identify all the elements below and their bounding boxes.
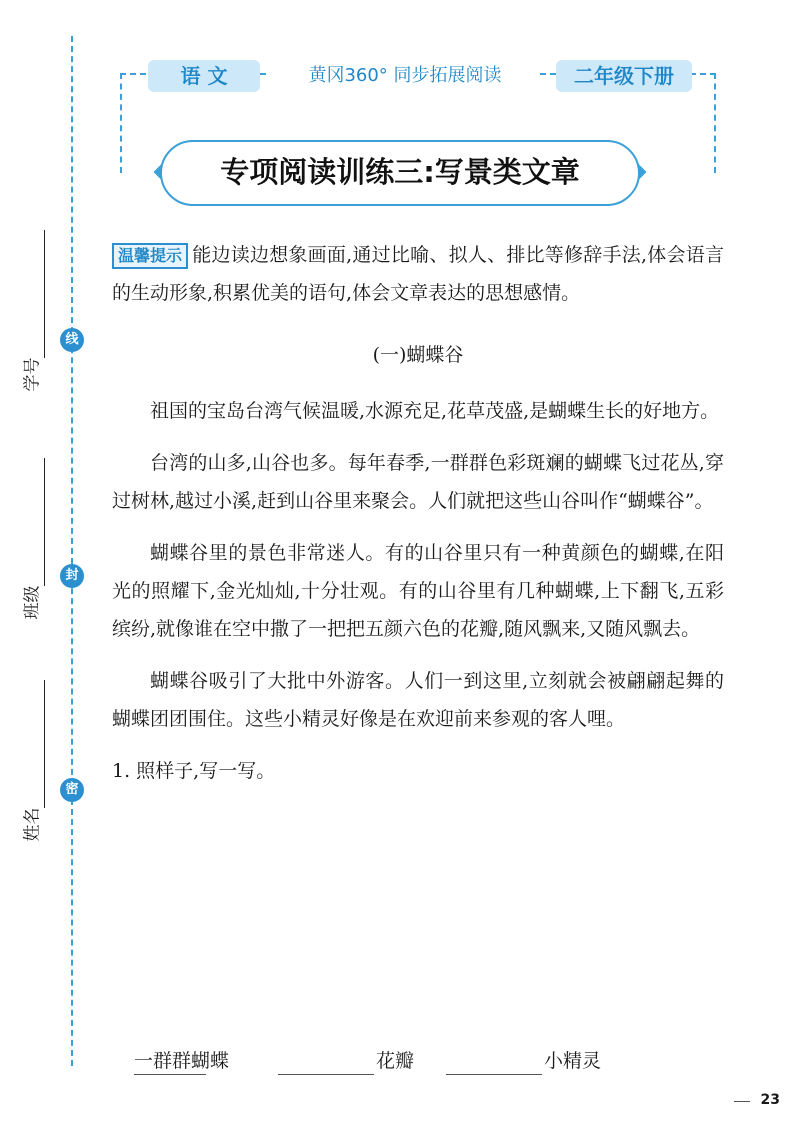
binding-dashed-line — [71, 36, 73, 1066]
hint-tag: 温馨提示 — [112, 243, 188, 269]
class-blank[interactable] — [44, 458, 45, 586]
grade-badge: 二年级下册 — [556, 60, 692, 92]
hint-text: 能边读边想象画面,通过比喻、拟人、排比等修辞手法,体会语言的生动形象,积累优美的语句,体会文章表达的思想感情。 — [112, 244, 724, 304]
page-number-dash — [734, 1101, 750, 1102]
subject-badge: 语 文 — [148, 60, 260, 92]
student-number-field — [10, 230, 50, 400]
class-label: 班级 — [22, 585, 43, 620]
student-number-label: 学号 — [22, 357, 43, 392]
exercise-row — [134, 1046, 694, 1076]
name-field — [10, 680, 50, 850]
question-prompt: 1. 照样子,写一写。 — [112, 760, 276, 782]
phrase-petal: 花瓣 — [376, 1050, 415, 1072]
hint-block — [112, 236, 724, 312]
seal-seal-mark: 封 — [60, 564, 84, 588]
name-label: 姓名 — [22, 807, 43, 842]
series-title: 黄冈360° 同步拓展阅读 — [270, 60, 540, 92]
page-title: 专项阅读训练三:写景类文章 — [160, 140, 640, 206]
article-title: (一)蝴蝶谷 — [372, 344, 464, 366]
example-phrase: 一群群蝴蝶 — [134, 1050, 230, 1072]
paragraph: 蝴蝶谷里的景色非常迷人。有的山谷里只有一种黄颜色的蝴蝶,在阳光的照耀下,金光灿灿,十分壮观。有的山谷里有几种蝴蝶,上下翻飞,五彩缤纷,就像谁在空中撒了一把把五颜六色的花瓣,随风飘来,又随风飘去。 — [112, 542, 724, 640]
page-number: 23 — [760, 1092, 780, 1108]
class-field — [10, 458, 50, 628]
name-blank[interactable] — [44, 680, 45, 808]
phrase-spirit: 小精灵 — [544, 1050, 602, 1072]
seal-secret-mark: 密 — [60, 778, 84, 802]
example-underline — [134, 1074, 206, 1075]
paragraph: 台湾的山多,山谷也多。每年春季,一群群色彩斑斓的蝴蝶飞过花丛,穿过树林,越过小溪,赶到山谷里来聚会。人们就把这些山谷叫作“蝴蝶谷”。 — [112, 452, 724, 512]
seal-line-mark: 线 — [60, 328, 84, 352]
answer-blank-2[interactable] — [446, 1074, 542, 1075]
paragraph: 蝴蝶谷吸引了大批中外游客。人们一到这里,立刻就会被翩翩起舞的蝴蝶团团围住。这些小精灵好像是在欢迎前来参观的客人哩。 — [112, 670, 724, 730]
paragraph: 祖国的宝岛台湾气候温暖,水源充足,花草茂盛,是蝴蝶生长的好地方。 — [150, 400, 720, 422]
student-number-blank[interactable] — [44, 230, 45, 358]
article — [112, 336, 724, 790]
answer-blank-1[interactable] — [278, 1074, 374, 1075]
